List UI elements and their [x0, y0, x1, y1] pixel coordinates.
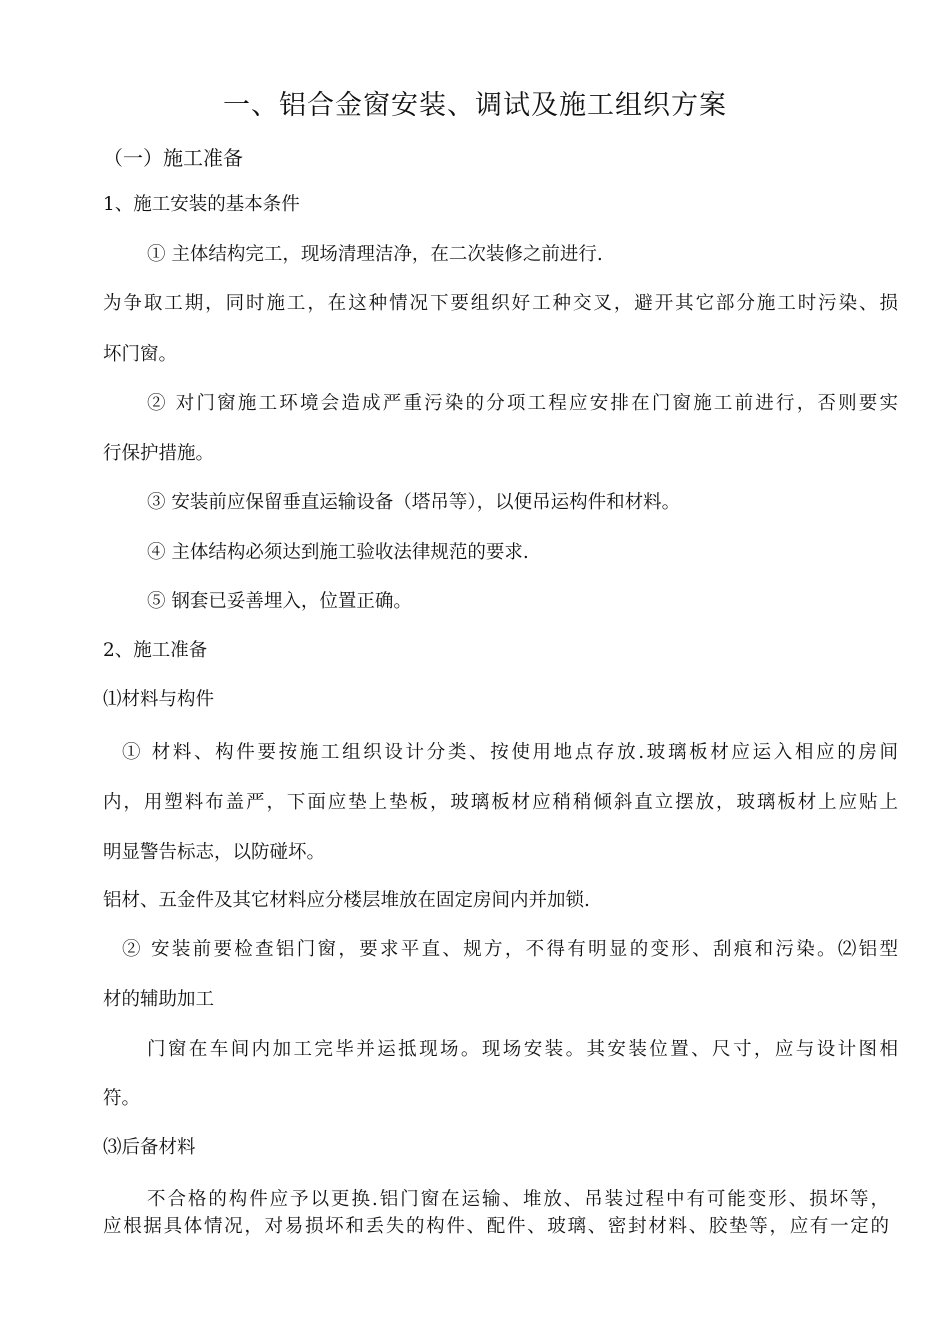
- subsection-heading: ⑴材料与构件: [103, 689, 215, 710]
- paragraph-line: 应根据具体情况，对易损坏和丢失的构件、配件、玻璃、密封材料、胶垫等，应有一定的: [103, 1216, 889, 1237]
- subsection-heading: ⑶后备材料: [103, 1137, 196, 1158]
- paragraph-line: 明显警告标志，以防碰坏。: [103, 842, 326, 863]
- paragraph-line: 内，用塑料布盖严，下面应垫上垫板，玻璃板材应稍稍倾斜直立摆放，玻璃板材上应贴上: [103, 792, 898, 813]
- list-item: ⑤ 钢套已妥善埋入，位置正确。: [147, 591, 412, 612]
- list-item: ② 对门窗施工环境会造成严重污染的分项工程应安排在门窗施工前进行，否则要实: [147, 393, 898, 414]
- paragraph-line: 门窗在车间内加工完毕并运抵现场。现场安装。其安装位置、尺寸，应与设计图相: [147, 1039, 898, 1060]
- list-item: ① 材料、构件要按施工组织设计分类、按使用地点存放.玻璃板材应运入相应的房间: [122, 742, 898, 763]
- list-item: ② 安装前要检查铝门窗，要求平直、规方，不得有明显的变形、刮痕和污染。⑵铝型: [122, 939, 898, 960]
- paragraph-line: 铝材、五金件及其它材料应分楼层堆放在固定房间内并加锁.: [103, 890, 590, 911]
- paragraph-line: 材的辅助加工: [103, 989, 215, 1010]
- paragraph-line: 行保护措施。: [103, 443, 215, 464]
- paragraph-line: 不合格的构件应予以更换.铝门窗在运输、堆放、吊装过程中有可能变形、损坏等，: [147, 1189, 889, 1210]
- paragraph-line: 符。: [103, 1088, 141, 1109]
- list-item: ④ 主体结构必须达到施工验收法律规范的要求.: [147, 542, 529, 563]
- paragraph-line: 为争取工期，同时施工，在这种情况下要组织好工种交叉，避开其它部分施工时污染、损: [103, 293, 898, 314]
- subsection-heading: 1、施工安装的基本条件: [103, 194, 300, 215]
- document-title: 一、铝合金窗安装、调试及施工组织方案: [223, 90, 727, 121]
- paragraph-line: 坏门窗。: [103, 344, 178, 365]
- list-item: ③ 安装前应保留垂直运输设备（塔吊等），以便吊运构件和材料。: [147, 492, 681, 513]
- section-heading: （一）施工准备: [103, 146, 243, 170]
- list-item: ① 主体结构完工，现场清理洁净，在二次装修之前进行.: [147, 244, 603, 265]
- subsection-heading: 2、施工准备: [103, 640, 208, 661]
